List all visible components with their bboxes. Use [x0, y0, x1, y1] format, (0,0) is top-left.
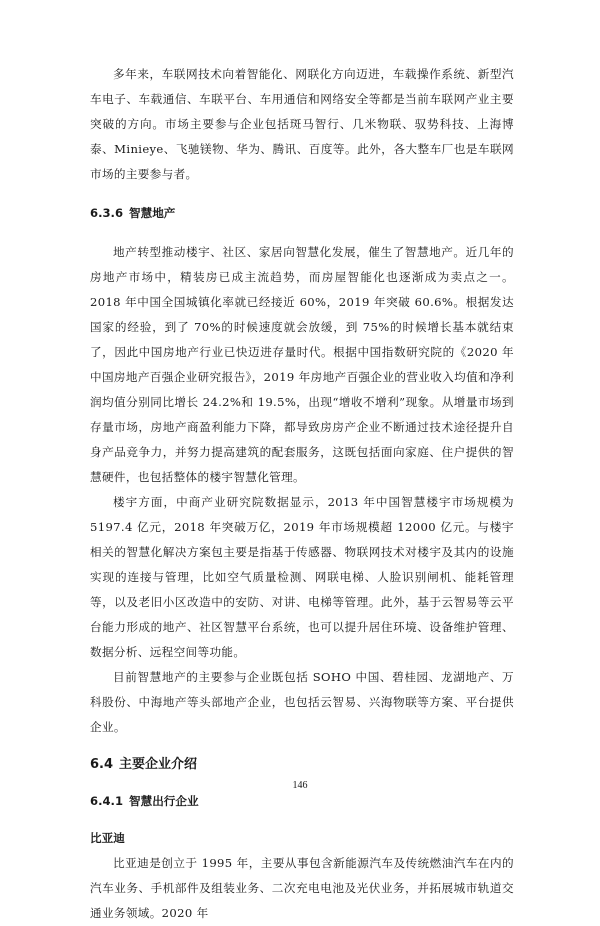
section-heading-6-4 — [90, 752, 514, 777]
section-title: 主要企业介绍 — [119, 757, 198, 772]
section-heading-6-3-6 — [90, 201, 514, 226]
paragraph-participants: 目前智慧地产的主要参与企业既包括 SOHO 中国、碧桂园、龙湖地产、万科股份、中海地产等头部地产企业，也包括云智易、兴海物联等方案、平台提供企业。 — [90, 670, 514, 734]
page-number: 146 — [292, 780, 308, 791]
page-content — [90, 62, 514, 926]
paragraph-byd-intro: 比亚迪是创立于 1995 年，主要从事包含新能源汽车及传统燃油汽车在内的汽车业务、手机部件及组装业务、二次充电电池及光伏业务，并拓展城市轨道交通业务领域。2020 年 — [90, 856, 514, 920]
company-heading-byd: 比亚迪 — [90, 831, 125, 845]
paragraph-smart-building: 楼宇方面，中商产业研究院数据显示，2013 年中国智慧楼宇市场规模为 5197.4 亿元，2018 年突破万亿，2019 年市场规模超 12000 亿元。与楼宇相关的智慧化解决方案包主要是指基于传感器、物联网技术对楼宇及其内的设施实现的连接与管理，比如空气质量检测、网联电梯、人脸识别闸机、能耗管理等，以及老旧小区改造中的安防、对讲、电梯等管理。此外，基于云智易等云平台能力形成的地产、社区智慧平台系统，也可以提升居住环境、设备维护管理、数据分析、远程空间等功能。 — [90, 495, 514, 659]
section-number: 6.4 — [90, 757, 114, 772]
section-title: 智慧出行企业 — [129, 794, 199, 808]
section-title: 智慧地产 — [129, 206, 176, 220]
paragraph-smart-real-estate: 地产转型推动楼宇、社区、家居向智慧化发展，催生了智慧地产。近几年的房地产市场中，精装房已成主流趋势，而房屋智能化也逐渐成为卖点之一。2018 年中国全国城镇化率就已经接近 60%，2019 年突破 60.6%。根据发达国家的经验，到了 70%的时候速度就会放缓，到 75%的时候增长基本就结束了，因此中国房地产行业已快迈进存量时代。根据中国指数研究院的《2020 年中国房地产百强企业研究报告》，2019 年房地产百强企业的营业收入均值和净利润均值分别同比增长 24.2%和 19.5%，出现“增收不增利”现象。从增量市场到存量市场，房地产商盈利能力下降，都导致房房产企业不断通过技术途径提升自身产品竞争力，并努力提高建筑的配套服务，这既包括面向家庭、住户提供的智慧硬件，也包括整体的楼宇智慧化管理。 — [90, 245, 514, 484]
section-number: 6.4.1 — [90, 794, 124, 808]
section-number: 6.3.6 — [90, 206, 124, 220]
section-heading-6-4-1 — [90, 789, 514, 814]
paragraph-iov-market: 多年来，车联网技术向着智能化、网联化方向迈进，车载操作系统、新型汽车电子、车载通信、车联平台、车用通信和网络安全等都是当前车联网产业主要突破的方向。市场主要参与企业包括斑马智行、几米物联、驭势科技、上海博泰、Minieye、飞驰镁物、华为、腾讯、百度等。此外，各大整车厂也是车联网市场的主要参与者。 — [90, 67, 514, 181]
